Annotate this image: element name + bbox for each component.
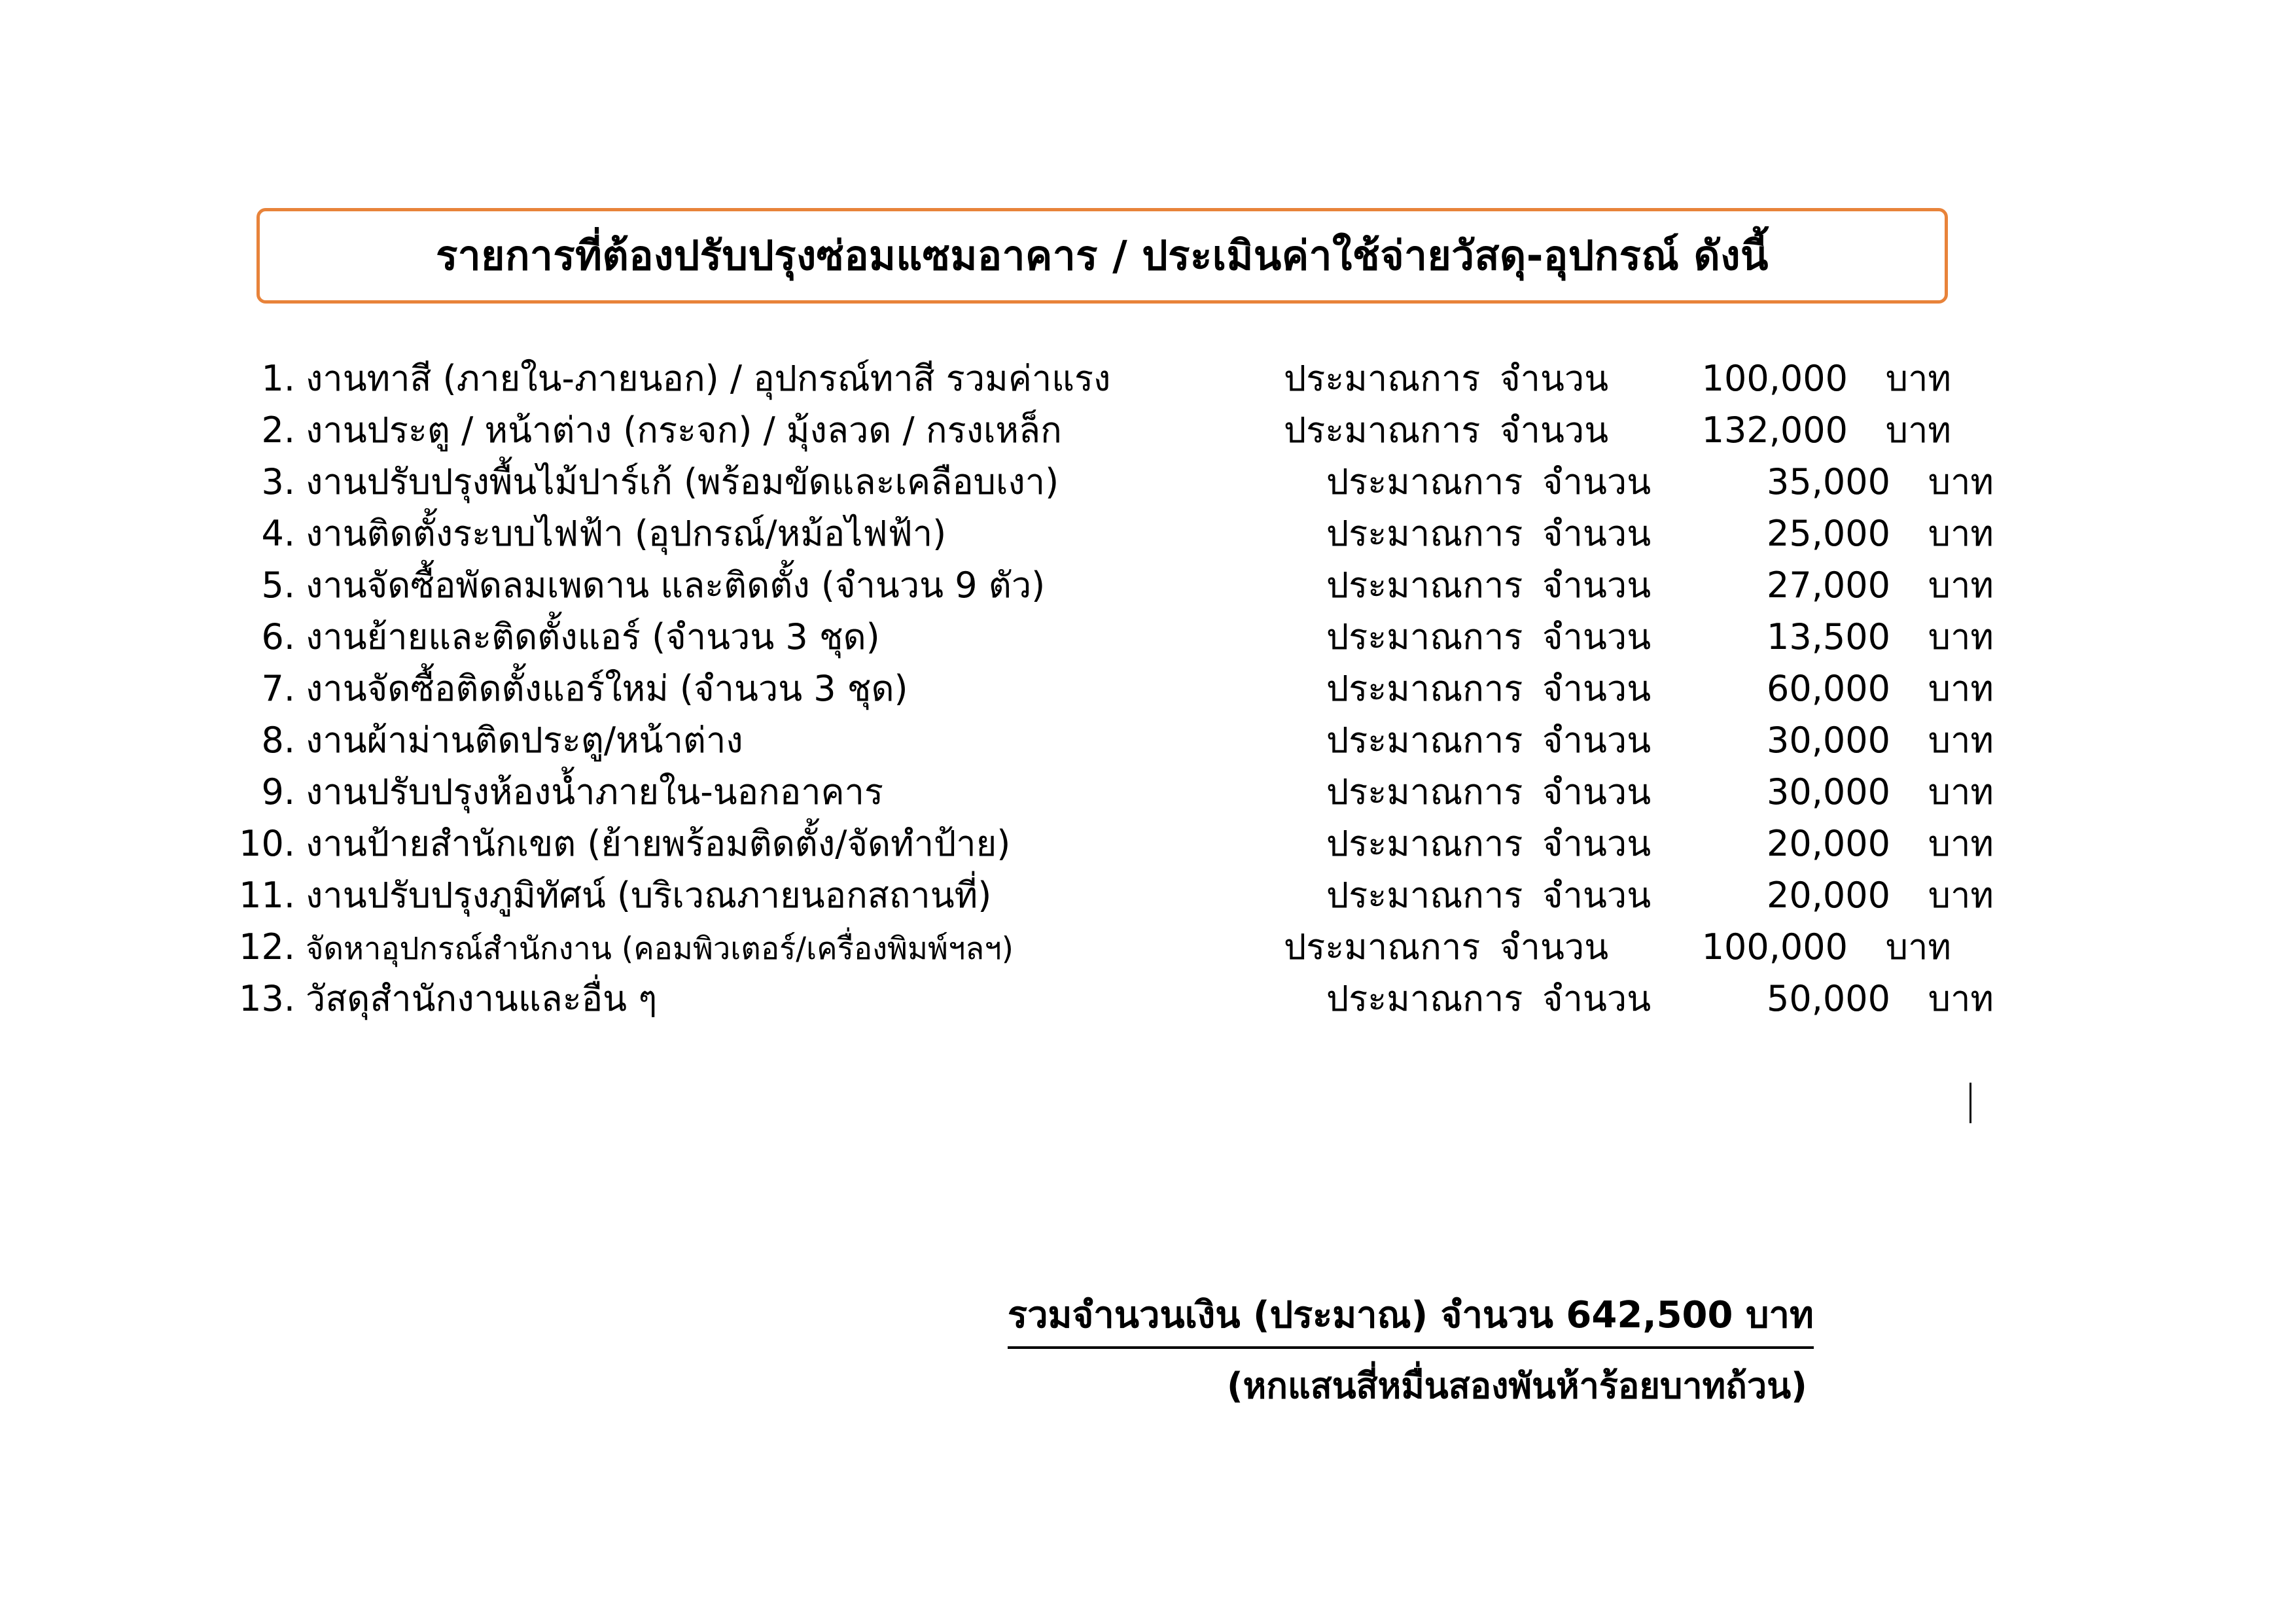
row-quantity-label: จำนวน: [1542, 565, 1651, 606]
row-amount: 25,000: [1767, 513, 1890, 554]
row-quantity-label: จำนวน: [1500, 926, 1609, 968]
row-quantity-label: จำนวน: [1542, 720, 1651, 761]
page-title: รายการที่ต้องปรับปรุงซ่อมแซมอาคาร / ประเมินค่าใช้จ่ายวัสดุ-อุปกรณ์ ดังนี้: [436, 232, 1769, 279]
row-quantity-label: จำนวน: [1542, 616, 1651, 657]
row-estimate-label: ประมาณการ: [1326, 668, 1523, 709]
row-amount: 50,000: [1767, 978, 1890, 1019]
row-amount: 30,000: [1767, 720, 1890, 761]
expense-item-list: [232, 350, 2012, 1022]
row-number: 6.: [261, 616, 295, 657]
row-quantity-label: จำนวน: [1542, 771, 1651, 812]
total-line: รวมจำนวนเงิน (ประมาณ) จำนวน 642,500 บาท: [1008, 1285, 1814, 1349]
row-estimate-label: ประมาณการ: [1326, 823, 1523, 864]
row-quantity-label: จำนวน: [1542, 513, 1651, 554]
row-unit: บาท: [1885, 358, 1951, 399]
row-quantity-label: จำนวน: [1542, 823, 1651, 864]
table-row: [232, 505, 2012, 557]
row-unit: บาท: [1928, 823, 1994, 864]
row-number: 11.: [239, 875, 295, 916]
row-quantity-label: จำนวน: [1500, 358, 1609, 399]
row-estimate-label: ประมาณการ: [1326, 513, 1523, 554]
row-number: 13.: [239, 978, 295, 1019]
row-estimate-label: ประมาณการ: [1326, 720, 1523, 761]
table-row: [232, 608, 2012, 660]
row-estimate-label: ประมาณการ: [1326, 875, 1523, 916]
row-estimate-label: ประมาณการ: [1326, 565, 1523, 606]
row-description: งานย้ายและติดตั้งแอร์ (จำนวน 3 ชุด): [306, 616, 880, 657]
row-number: 8.: [261, 720, 295, 761]
table-row: [232, 815, 2012, 867]
row-unit: บาท: [1928, 616, 1994, 657]
row-estimate-label: ประมาณการ: [1326, 771, 1523, 812]
row-amount: 13,500: [1767, 616, 1890, 657]
row-estimate-label: ประมาณการ: [1284, 358, 1481, 399]
row-quantity-label: จำนวน: [1542, 461, 1651, 502]
row-description: งานติดตั้งระบบไฟฟ้า (อุปกรณ์/หม้อไฟฟ้า): [306, 513, 947, 554]
table-row: [232, 970, 2012, 1022]
row-number: 9.: [261, 771, 295, 812]
row-unit: บาท: [1885, 926, 1951, 968]
table-row: [232, 712, 2012, 763]
row-unit: บาท: [1928, 978, 1994, 1019]
row-amount: 20,000: [1767, 823, 1890, 864]
row-description: งานทาสี (ภายใน-ภายนอก) / อุปกรณ์ทาสี รวมค่าแรง: [306, 358, 1111, 399]
row-unit: บาท: [1928, 513, 1994, 554]
row-number: 12.: [239, 926, 295, 968]
row-amount: 100,000: [1701, 358, 1848, 399]
row-unit: บาท: [1928, 771, 1994, 812]
row-amount: 27,000: [1767, 565, 1890, 606]
table-row: [232, 350, 2012, 402]
row-unit: บาท: [1928, 875, 1994, 916]
row-amount: 60,000: [1767, 668, 1890, 709]
row-description: งานผ้าม่านติดประตู/หน้าต่าง: [306, 720, 743, 761]
row-description: วัสดุสำนักงานและอื่น ๆ: [306, 978, 658, 1019]
table-row: [232, 867, 2012, 918]
row-description: จัดหาอุปกรณ์สำนักงาน (คอมพิวเตอร์/เครื่องพิมพ์ฯลฯ): [306, 931, 1014, 967]
row-unit: บาท: [1928, 461, 1994, 502]
row-estimate-label: ประมาณการ: [1326, 461, 1523, 502]
row-description: งานปรับปรุงห้องน้ำภายใน-นอกอาคาร: [306, 771, 884, 812]
row-number: 7.: [261, 668, 295, 709]
row-number: 1.: [261, 358, 295, 399]
row-unit: บาท: [1928, 565, 1994, 606]
row-number: 2.: [261, 410, 295, 451]
table-row: [232, 453, 2012, 505]
row-amount: 20,000: [1767, 875, 1890, 916]
table-row: [232, 660, 2012, 712]
table-row: [232, 557, 2012, 608]
row-description: งานปรับปรุงภูมิทัศน์ (บริเวณภายนอกสถานที่): [306, 875, 992, 916]
row-quantity-label: จำนวน: [1542, 978, 1651, 1019]
document-title-box: [256, 208, 1948, 304]
row-description: งานจัดซื้อติดตั้งแอร์ใหม่ (จำนวน 3 ชุด): [306, 668, 908, 709]
row-description: งานประตู / หน้าต่าง (กระจก) / มุ้งลวด / กรงเหล็ก: [306, 410, 1062, 451]
row-estimate-label: ประมาณการ: [1326, 978, 1523, 1019]
row-amount: 30,000: [1767, 771, 1890, 812]
row-description: งานจัดซื้อพัดลมเพดาน และติดตั้ง (จำนวน 9 ตัว): [306, 565, 1046, 606]
row-amount: 100,000: [1701, 926, 1848, 968]
table-row: [232, 402, 2012, 453]
row-quantity-label: จำนวน: [1542, 668, 1651, 709]
row-estimate-label: ประมาณการ: [1284, 410, 1481, 451]
row-unit: บาท: [1885, 410, 1951, 451]
row-number: 4.: [261, 513, 295, 554]
text-cursor: [1969, 1083, 1971, 1123]
row-number: 3.: [261, 461, 295, 502]
row-description: งานป้ายสำนักเขต (ย้ายพร้อมติดตั้ง/จัดทำป้าย): [306, 823, 1011, 864]
row-amount: 132,000: [1701, 410, 1848, 451]
row-number: 10.: [239, 823, 295, 864]
row-amount: 35,000: [1767, 461, 1890, 502]
row-estimate-label: ประมาณการ: [1284, 926, 1481, 968]
row-description: งานปรับปรุงพื้นไม้ปาร์เก้ (พร้อมขัดและเคลือบเงา): [306, 461, 1059, 502]
table-row: [232, 918, 2012, 970]
row-unit: บาท: [1928, 668, 1994, 709]
table-row: [232, 763, 2012, 815]
row-number: 5.: [261, 565, 295, 606]
row-unit: บาท: [1928, 720, 1994, 761]
total-in-words: (หกแสนสี่หมื่นสองพันห้าร้อยบาทถ้วน): [1227, 1365, 1807, 1406]
row-quantity-label: จำนวน: [1542, 875, 1651, 916]
row-estimate-label: ประมาณการ: [1326, 616, 1523, 657]
row-quantity-label: จำนวน: [1500, 410, 1609, 451]
